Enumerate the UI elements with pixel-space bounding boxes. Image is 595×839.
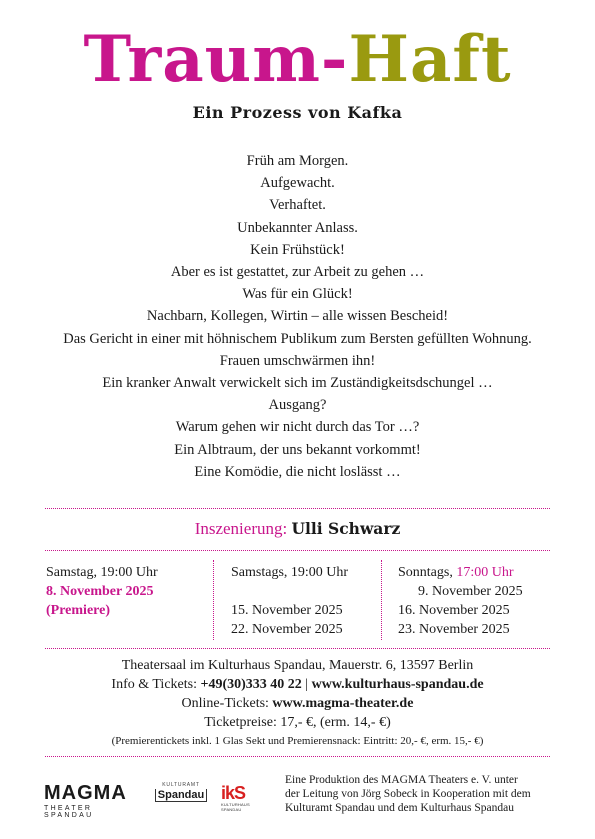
poem-line: Unbekannter Anlass. (237, 219, 358, 236)
poem-line: Was für ein Glück! (242, 286, 353, 303)
poem-text (0, 150, 595, 483)
credits-line: Kulturamt Spandau und dem Kulturhaus Spandau (285, 802, 515, 814)
schedule-date: 16. November 2025 (398, 603, 510, 618)
column-divider (381, 560, 382, 640)
title-part-haft: Haft (348, 22, 512, 97)
kulturamt-logo-main: Spandau (155, 789, 207, 802)
director-name: Ulli Schwarz (291, 519, 401, 538)
credits-line: Eine Produktion des MAGMA Theaters e. V. unter (285, 774, 518, 786)
poem-line: Ein Albtraum, der uns bekannt vorkommt! (174, 441, 421, 458)
subtitle: Ein Prozess von Kafka (192, 103, 403, 122)
separator: | (305, 677, 309, 692)
venue-address: Theatersaal im Kulturhaus Spandau, Mauerstr. 6, 13597 Berlin (121, 658, 474, 673)
schedule-header-time: 17:00 Uhr (456, 565, 514, 580)
schedule-date: 23. November 2025 (398, 622, 510, 637)
kulturamt-logo-top: KULTURAMT (162, 782, 200, 788)
schedule-header: Samstags, 19:00 Uhr (231, 565, 349, 580)
credits-line: der Leitung von Jörg Sobeck in Kooperation mit dem (285, 788, 531, 800)
schedule-column-saturdays (231, 563, 376, 639)
schedule-date: 9. November 2025 (418, 584, 523, 599)
poem-line: Nachbarn, Kollegen, Wirtin – alle wissen Bescheid! (146, 308, 449, 325)
poem-line: Eine Komödie, die nicht loslässt … (194, 463, 401, 480)
schedule-header: Samstag, 19:00 Uhr (46, 565, 158, 580)
poem-line: Ausgang? (268, 397, 327, 414)
director-label: Inszenierung: (194, 519, 288, 538)
kulturhaus-logo-mark: ikS (221, 783, 246, 803)
dotted-divider (45, 508, 550, 509)
poem-line: Das Gericht in einer mit höhnischem Publikum zum Bersten gefüllten Wohnung. (63, 330, 532, 347)
magma-logo-wordmark: MAGMA (44, 782, 127, 804)
kulturhaus-spandau-logo (221, 784, 271, 812)
dotted-divider (45, 550, 550, 551)
poem-line: Früh am Morgen. (246, 153, 349, 169)
schedule-header-day: Sonntags, (398, 565, 453, 580)
poem-line: Kein Frühstück! (250, 241, 345, 258)
poem-line: Warum gehen wir nicht durch das Tor …? (175, 419, 420, 436)
magma-logo (44, 782, 140, 818)
poem-line: Verhaftet. (269, 197, 326, 214)
magma-logo-subline: THEATER SPANDAU (44, 805, 94, 819)
phone-number: +49(30)333 40 22 (200, 677, 302, 692)
ticket-info (0, 675, 595, 694)
schedule-date: 15. November 2025 (231, 603, 343, 618)
dotted-divider (45, 648, 550, 649)
premiere-date: 8. November 2025 (46, 584, 154, 599)
schedule-date: 22. November 2025 (231, 622, 343, 637)
kulturamt-spandau-logo (155, 782, 207, 812)
director-credit (0, 519, 595, 539)
premiere-label: (Premiere) (46, 603, 110, 618)
ticket-info-label: Info & Tickets: (111, 677, 197, 692)
dotted-divider (45, 756, 550, 757)
online-tickets-label: Online-Tickets: (181, 696, 269, 711)
website-link[interactable]: www.kulturhaus-spandau.de (311, 677, 484, 692)
venue-info (0, 656, 595, 751)
poem-line: Aufgewacht. (260, 175, 335, 192)
poem-line: Ein kranker Anwalt verwickelt sich im Zuständigkeitsdschungel … (102, 375, 493, 392)
kulturhaus-logo-subline: KULTURHAUS SPANDAU (221, 802, 250, 812)
schedule-column-sundays (398, 563, 548, 639)
premiere-ticket-note: (Premierentickets inkl. 1 Glas Sekt und Premierensnack: Eintritt: 20,- €, erm. 15,- €) (111, 735, 484, 747)
production-credits (285, 773, 575, 815)
poem-line: Aber es ist gestattet, zur Arbeit zu gehen … (170, 264, 425, 281)
schedule-column-premiere (46, 563, 211, 620)
online-tickets (0, 694, 595, 713)
column-divider (213, 560, 214, 640)
schedule-header (398, 563, 548, 582)
ticket-prices: Ticketpreise: 17,- €, (erm. 14,- €) (204, 715, 391, 730)
online-tickets-link[interactable]: www.magma-theater.de (272, 696, 414, 711)
page-title (0, 20, 595, 100)
poem-line: Frauen umschwärmen ihn! (219, 352, 376, 369)
title-part-traum: Traum- (83, 22, 349, 97)
